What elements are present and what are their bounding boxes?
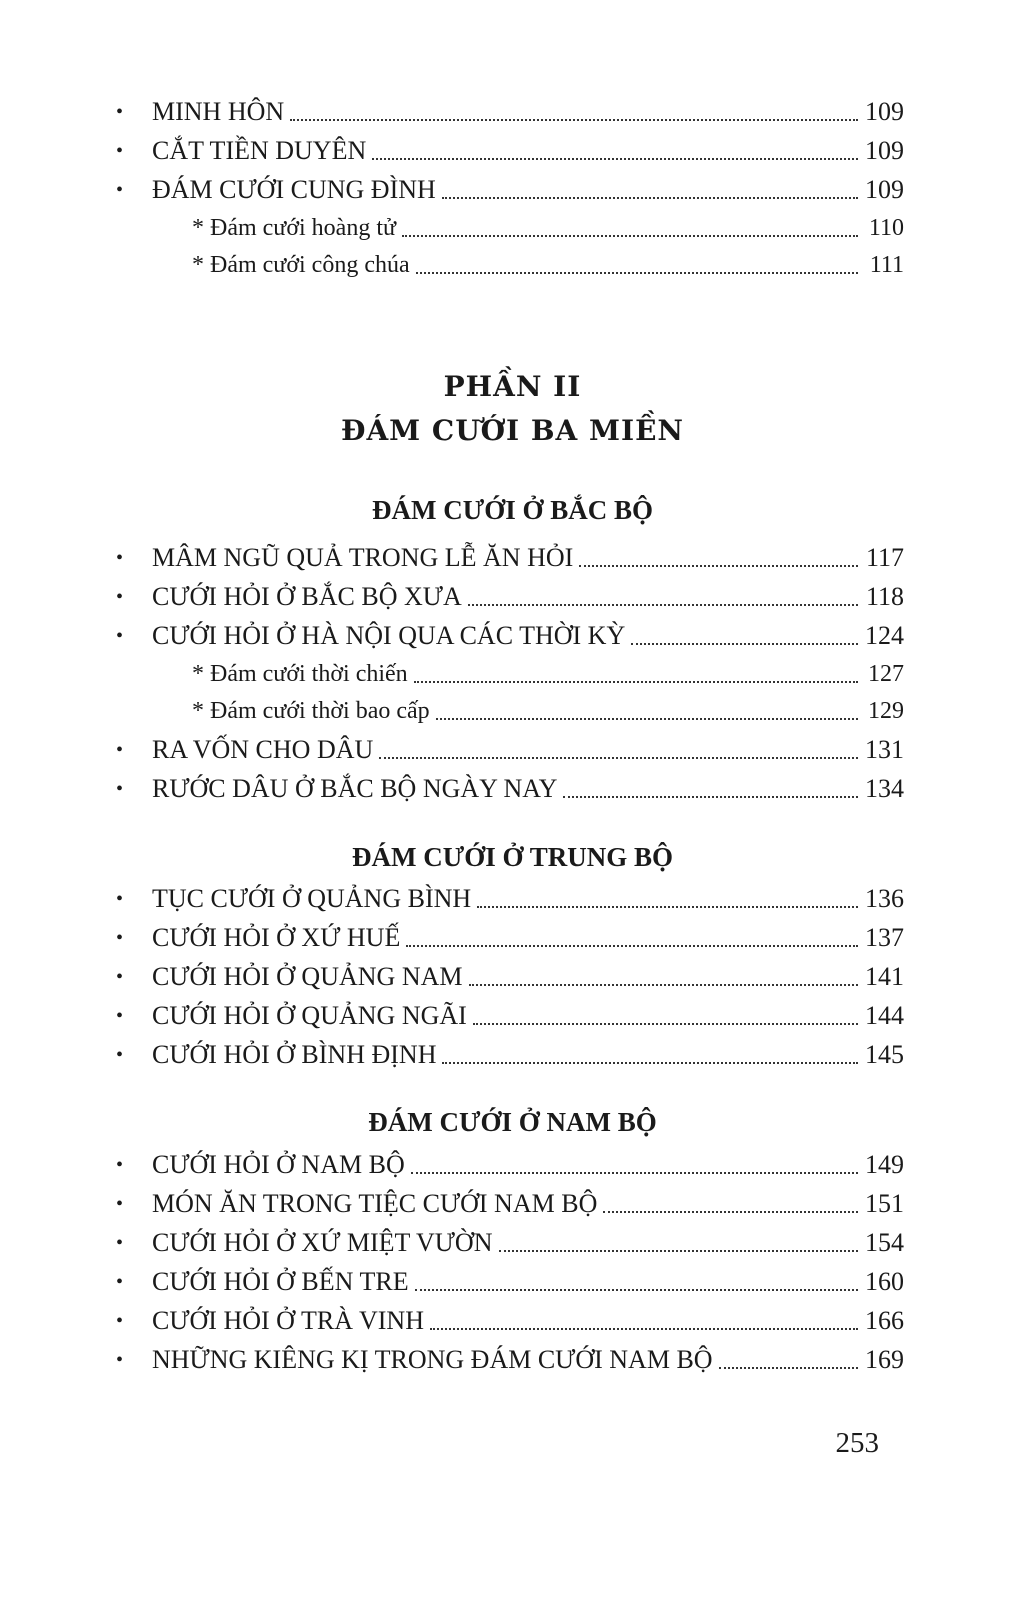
toc-entry-page: 154: [865, 1228, 904, 1257]
toc-entry-label: ĐÁM CƯỚI CUNG ĐÌNH: [152, 175, 436, 204]
toc-entry-label: RƯỚC DÂU Ở BẮC BỘ NGÀY NAY: [152, 774, 558, 803]
bullet: •: [116, 625, 124, 647]
toc-entry-page: 110: [868, 215, 904, 241]
section-title: ĐÁM CƯỚI Ở BẮC BỘ: [372, 495, 653, 525]
dot-leader: [477, 900, 858, 908]
toc-subentry: [192, 693, 904, 729]
toc-entry-page: 127: [868, 661, 904, 687]
dot-leader: [442, 1056, 858, 1064]
bullet: •: [116, 1005, 124, 1027]
toc-entry-page: 117: [865, 543, 904, 572]
bullet: •: [116, 101, 124, 123]
dot-leader: [416, 266, 858, 274]
dot-leader: [379, 751, 858, 759]
toc-entry-page: 109: [865, 175, 904, 204]
bullet: •: [116, 1044, 124, 1066]
bullet: •: [116, 586, 124, 608]
dot-leader: [468, 598, 858, 606]
toc-entry-label: CƯỚI HỎI Ở BẾN TRE: [152, 1267, 409, 1296]
toc-entry-label: CƯỚI HỎI Ở NAM BỘ: [152, 1150, 405, 1179]
toc-entry-page: 169: [865, 1345, 904, 1374]
bullet: •: [116, 1349, 124, 1371]
bullet: •: [116, 739, 124, 761]
dot-leader: [436, 712, 858, 720]
dot-leader: [430, 1322, 858, 1330]
toc-entry: [116, 1303, 904, 1339]
toc-entry-page: 145: [865, 1040, 904, 1069]
part-subtitle: ĐÁM CƯỚI BA MIỀN: [340, 414, 685, 447]
toc-entry: [116, 1186, 904, 1222]
toc-subentry: [192, 656, 904, 692]
bullet: •: [116, 888, 124, 910]
bullet: •: [116, 1232, 124, 1254]
toc-entry: [116, 94, 904, 130]
dot-leader: [411, 1166, 858, 1174]
toc-entry-label: * Đám cưới thời chiến: [192, 661, 408, 687]
part-title: PHẦN II: [443, 370, 582, 403]
toc-entry: [116, 579, 904, 615]
toc-entry-label: MÓN ĂN TRONG TIỆC CƯỚI NAM BỘ: [152, 1189, 598, 1218]
toc-entry-label: CƯỚI HỎI Ở BÌNH ĐỊNH: [152, 1040, 437, 1069]
toc-entry: [116, 172, 904, 208]
toc-entry: [116, 540, 904, 576]
toc-entry: [116, 618, 904, 654]
bullet: •: [116, 1193, 124, 1215]
dot-leader: [372, 152, 858, 160]
toc-entry-page: 137: [865, 923, 904, 952]
toc-entry-label: CƯỚI HỎI Ở QUẢNG NAM: [152, 962, 463, 991]
toc-entry-page: 141: [865, 962, 904, 991]
toc-entry-page: 124: [865, 621, 904, 650]
toc-entry: [116, 1264, 904, 1300]
toc-entry: [116, 881, 904, 917]
toc-entry-label: CƯỚI HỎI Ở QUẢNG NGÃI: [152, 1001, 467, 1030]
toc-entry: [116, 959, 904, 995]
toc-entry-label: TỤC CƯỚI Ở QUẢNG BÌNH: [152, 884, 472, 913]
toc-entry-label: CƯỚI HỎI Ở XỨ MIỆT VƯỜN: [152, 1228, 493, 1257]
dot-leader: [442, 191, 858, 199]
toc-entry-page: 166: [865, 1306, 904, 1335]
toc-entry: [116, 771, 904, 807]
toc-entry-label: * Đám cưới thời bao cấp: [192, 698, 430, 724]
page-number: 253: [835, 1427, 879, 1459]
toc-entry-page: 131: [865, 735, 904, 764]
dot-leader: [603, 1205, 858, 1213]
toc-entry-label: CƯỚI HỎI Ở HÀ NỘI QUA CÁC THỜI KỲ: [152, 621, 626, 650]
dot-leader: [290, 113, 858, 121]
toc-entry: [116, 1037, 904, 1073]
toc-entry: [116, 732, 904, 768]
dot-leader: [563, 790, 858, 798]
bullet: •: [116, 927, 124, 949]
toc-entry-page: 160: [865, 1267, 904, 1296]
toc-entry-page: 111: [869, 252, 904, 278]
dot-leader: [631, 637, 858, 645]
toc-entry: [116, 1342, 904, 1378]
bullet: •: [116, 966, 124, 988]
bullet: •: [116, 778, 124, 800]
bullet: •: [116, 547, 124, 569]
dot-leader: [579, 559, 858, 567]
dot-leader: [415, 1283, 858, 1291]
bullet: •: [116, 179, 124, 201]
dot-leader: [469, 978, 859, 986]
toc-entry-page: 134: [865, 774, 904, 803]
toc-entry-page: 151: [865, 1189, 904, 1218]
toc-entry-label: CƯỚI HỎI Ở XỨ HUẾ: [152, 923, 401, 952]
toc-entry-label: NHỮNG KIÊNG KỊ TRONG ĐÁM CƯỚI NAM BỘ: [152, 1345, 713, 1374]
toc-entry-label: CƯỚI HỎI Ở TRÀ VINH: [152, 1306, 424, 1335]
toc-entry: [116, 133, 904, 169]
dot-leader: [414, 675, 858, 683]
toc-entry-label: RA VỐN CHO DÂU: [152, 735, 374, 764]
bullet: •: [116, 1154, 124, 1176]
toc-entry-label: MÂM NGŨ QUẢ TRONG LỄ ĂN HỎI: [152, 543, 574, 572]
toc-subentry: [192, 210, 904, 246]
toc-entry-page: 118: [865, 582, 904, 611]
toc-entry-label: * Đám cưới công chúa: [192, 252, 410, 278]
section-title: ĐÁM CƯỚI Ở TRUNG BỘ: [351, 842, 673, 872]
toc-entry-label: CƯỚI HỎI Ở BẮC BỘ XƯA: [152, 582, 462, 611]
dot-leader: [499, 1244, 859, 1252]
toc-entry-label: * Đám cưới hoàng tử: [192, 215, 396, 241]
bullet: •: [116, 1310, 124, 1332]
bullet: •: [116, 1271, 124, 1293]
toc-entry: [116, 1225, 904, 1261]
dot-leader: [473, 1017, 858, 1025]
toc-entry-page: 129: [868, 698, 904, 724]
dot-leader: [402, 229, 858, 237]
toc-entry-label: CẮT TIỀN DUYÊN: [152, 136, 367, 165]
toc-entry-page: 109: [865, 136, 904, 165]
toc-entry-label: MINH HÔN: [152, 97, 285, 126]
toc-entry-page: 109: [865, 97, 904, 126]
dot-leader: [406, 939, 858, 947]
toc-entry: [116, 920, 904, 956]
toc-entry: [116, 998, 904, 1034]
toc-entry-page: 149: [865, 1150, 904, 1179]
toc-subentry: [192, 247, 904, 283]
dot-leader: [719, 1361, 858, 1369]
toc-entry-page: 144: [865, 1001, 904, 1030]
toc-entry: [116, 1147, 904, 1183]
section-title: ĐÁM CƯỚI Ở NAM BỘ: [368, 1107, 657, 1137]
toc-entry-page: 136: [865, 884, 904, 913]
bullet: •: [116, 140, 124, 162]
